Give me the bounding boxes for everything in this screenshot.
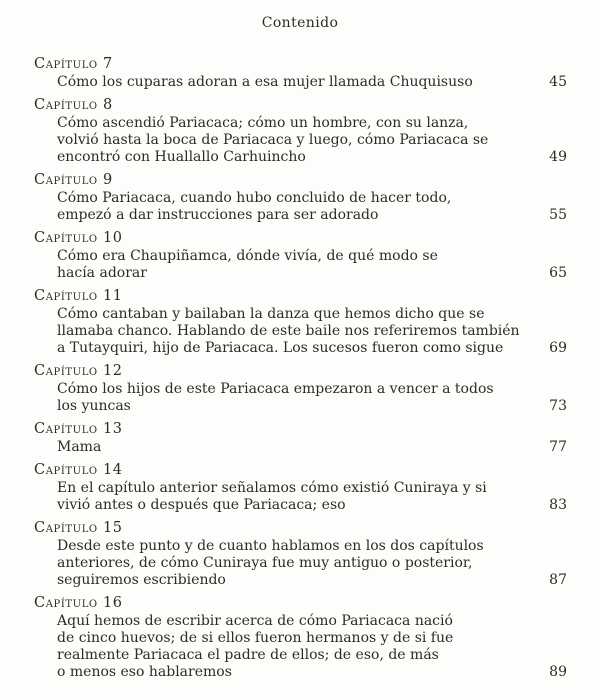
chapter-heading: Capítulo 13 bbox=[34, 421, 123, 437]
chapter-description bbox=[0, 248, 540, 282]
description-line: volvió hasta la boca de Pariacaca y luego, cómo Pariacaca se bbox=[57, 132, 489, 148]
toc-entry-chapter-11 bbox=[0, 288, 600, 357]
description-line: Mama bbox=[57, 439, 102, 455]
chapter-heading: Capítulo 10 bbox=[34, 230, 123, 246]
chapter-heading: Capítulo 16 bbox=[34, 595, 123, 611]
page-number: 65 bbox=[549, 265, 567, 281]
description-line: Cómo cantaban y bailaban la danza que hemos dicho que se bbox=[57, 306, 485, 322]
description-line: realmente Pariacaca el padre de ellos; de eso, de más bbox=[57, 647, 439, 663]
chapter-description bbox=[0, 115, 540, 166]
chapter-description bbox=[0, 439, 540, 456]
toc-entry-chapter-10 bbox=[0, 230, 600, 282]
description-line: Cómo los cuparas adoran a esa mujer llamada Chuquisuso bbox=[57, 74, 473, 90]
toc-entry-chapter-13 bbox=[0, 421, 600, 456]
chapter-heading: Capítulo 7 bbox=[34, 56, 113, 72]
description-line: de cinco huevos; de si ellos fueron hermanos y de si fue bbox=[57, 630, 454, 646]
toc-entry-chapter-16 bbox=[0, 595, 600, 681]
description-line: Aquí hemos de escribir acerca de cómo Pariacaca nació bbox=[57, 613, 453, 629]
page-number: 87 bbox=[549, 572, 567, 588]
page-number: 49 bbox=[549, 149, 567, 165]
page-number: 69 bbox=[549, 340, 567, 356]
page-number: 83 bbox=[549, 497, 567, 513]
chapter-description bbox=[0, 190, 540, 224]
chapter-heading: Capítulo 14 bbox=[34, 462, 123, 478]
description-line: encontró con Huallallo Carhuincho bbox=[57, 149, 306, 165]
toc-entry-chapter-15 bbox=[0, 520, 600, 589]
chapter-description bbox=[0, 381, 540, 415]
page-number: 73 bbox=[549, 398, 567, 414]
toc-entry-chapter-12 bbox=[0, 363, 600, 415]
chapter-description bbox=[0, 74, 540, 91]
description-line: anteriores, de cómo Cuniraya fue muy antiguo o posterior, bbox=[57, 555, 473, 571]
toc-list bbox=[0, 56, 600, 681]
page-number: 77 bbox=[549, 439, 567, 455]
description-line: Cómo era Chaupiñamca, dónde vivía, de qué modo se bbox=[57, 248, 438, 264]
page-number: 55 bbox=[549, 207, 567, 223]
description-line: llamaba chanco. Hablando de este baile nos referiremos también bbox=[57, 323, 520, 339]
chapter-heading: Capítulo 15 bbox=[34, 520, 123, 536]
page-title: Contenido bbox=[261, 15, 339, 31]
chapter-heading: Capítulo 9 bbox=[34, 172, 113, 188]
chapter-heading: Capítulo 11 bbox=[34, 288, 123, 304]
toc-entry-chapter-14 bbox=[0, 462, 600, 514]
description-line: vivió antes o después que Pariacaca; eso bbox=[57, 497, 346, 513]
toc-entry-chapter-8 bbox=[0, 97, 600, 166]
chapter-heading: Capítulo 12 bbox=[34, 363, 123, 379]
chapter-description bbox=[0, 538, 540, 589]
description-line: Cómo los hijos de este Pariacaca empezaron a vencer a todos bbox=[57, 381, 494, 397]
description-line: Cómo ascendió Pariacaca; cómo un hombre, con su lanza, bbox=[57, 115, 469, 131]
toc-entry-chapter-7 bbox=[0, 56, 600, 91]
chapter-heading: Capítulo 8 bbox=[34, 97, 113, 113]
description-line: empezó a dar instrucciones para ser adorado bbox=[57, 207, 379, 223]
description-line: a Tutayquiri, hijo de Pariacaca. Los sucesos fueron como sigue bbox=[57, 340, 504, 356]
page-number: 89 bbox=[549, 664, 567, 680]
chapter-description bbox=[0, 480, 540, 514]
description-line: los yuncas bbox=[57, 398, 131, 414]
description-line: Cómo Pariacaca, cuando hubo concluido de hacer todo, bbox=[57, 190, 452, 206]
toc-entry-chapter-9 bbox=[0, 172, 600, 224]
chapter-description bbox=[0, 306, 540, 357]
description-line: hacía adorar bbox=[57, 265, 147, 281]
chapter-description bbox=[0, 613, 540, 681]
description-line: seguiremos escribiendo bbox=[57, 572, 226, 588]
description-line: o menos eso hablaremos bbox=[57, 664, 232, 680]
description-line: Desde este punto y de cuanto hablamos en los dos capítulos bbox=[57, 538, 484, 554]
description-line: En el capítulo anterior señalamos cómo existió Cuniraya y si bbox=[57, 480, 487, 496]
page-number: 45 bbox=[549, 74, 567, 90]
